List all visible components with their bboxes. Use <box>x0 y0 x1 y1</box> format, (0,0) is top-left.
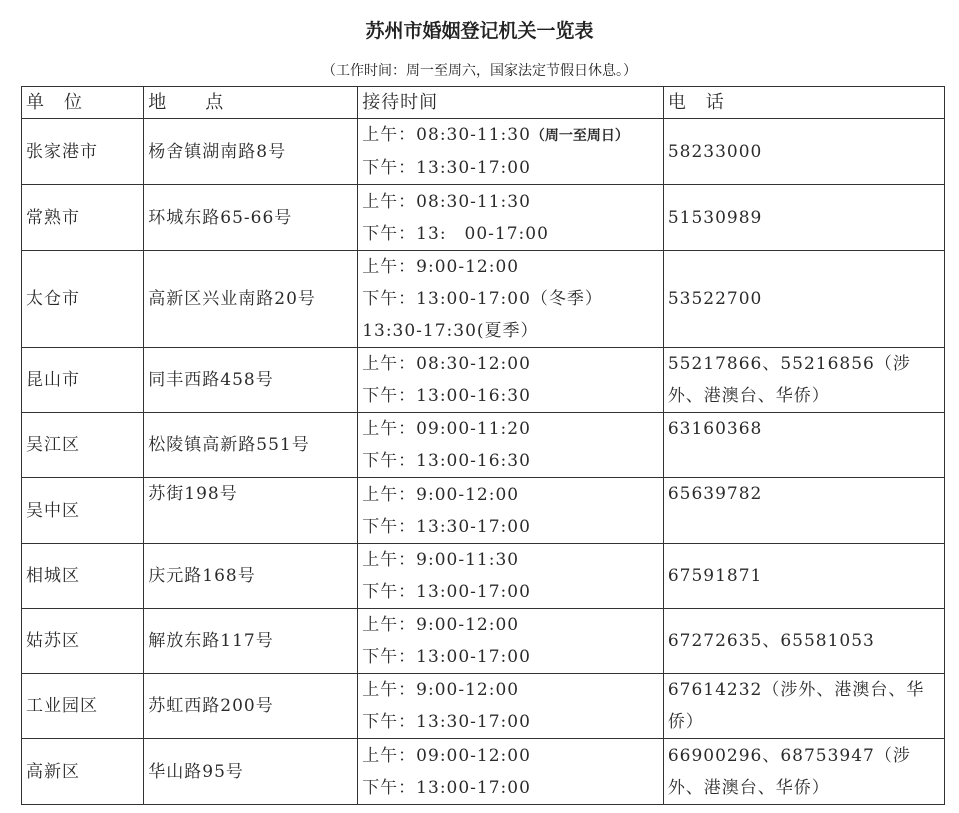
unit-cell: 张家港市 <box>22 119 144 185</box>
page-title: 苏州市婚姻登记机关一览表 <box>365 20 594 42</box>
page-subtitle: （工作时间：周一至周六，国家法定节假日休息。） <box>322 63 637 79</box>
phone-cell: 65639782 <box>663 478 944 544</box>
hours-line: 上午：9:00-11:30 <box>362 550 520 570</box>
address-cell: 环城东路65-66号 <box>144 185 358 251</box>
table-row <box>22 544 945 609</box>
hours-line: 下午：13:00-16:30 <box>362 386 531 406</box>
hours-line: 下午：13:30-17:00 <box>362 712 531 732</box>
table-row <box>22 609 945 674</box>
hours-cell <box>358 674 664 739</box>
unit-cell: 吴江区 <box>22 413 144 478</box>
unit-cell: 工业园区 <box>22 674 144 739</box>
unit-cell: 常熟市 <box>22 185 144 251</box>
table-row <box>22 674 945 739</box>
hours-line: 上午：9:00-12:00 <box>362 257 520 277</box>
hours-cell <box>358 119 664 185</box>
header-unit: 单 位 <box>22 87 144 119</box>
hours-line: 上午：08:30-12:00 <box>362 354 531 374</box>
phone-cell: 58233000 <box>663 119 944 185</box>
address-cell: 同丰西路458号 <box>144 348 358 413</box>
hours-cell <box>358 739 664 805</box>
registry-table <box>21 86 945 805</box>
phone-cell: 55217866、55216856（涉外、港澳台、华侨） <box>663 348 944 413</box>
address-cell: 苏街198号 <box>144 478 358 544</box>
table-row <box>22 739 945 805</box>
address-cell: 解放东路117号 <box>144 609 358 674</box>
header-address: 地 点 <box>144 87 358 119</box>
address-cell: 杨舍镇湖南路8号 <box>144 119 358 185</box>
hours-line: 下午：13:00-16:30 <box>362 451 531 471</box>
hours-cell <box>358 478 664 544</box>
phone-cell: 67272635、65581053 <box>663 609 944 674</box>
table-row <box>22 348 945 413</box>
table-row <box>22 478 945 544</box>
hours-cell <box>358 609 664 674</box>
unit-cell: 太仓市 <box>22 251 144 348</box>
hours-cell <box>358 544 664 609</box>
phone-cell: 67614232（涉外、港澳台、华侨） <box>663 674 944 739</box>
unit-cell: 吴中区 <box>22 478 144 544</box>
phone-cell: 67591871 <box>663 544 944 609</box>
hours-cell <box>358 413 664 478</box>
hours-cell <box>358 251 664 348</box>
hours-line: 上午：09:00-12:00 <box>362 745 531 766</box>
hours-line: 下午：13:00-17:00（冬季） <box>362 289 603 309</box>
table-row <box>22 119 945 185</box>
header-phone: 电 话 <box>663 87 944 119</box>
table-row <box>22 413 945 478</box>
phone-cell: 63160368 <box>663 413 944 478</box>
hours-line: 上午：9:00-12:00 <box>362 680 520 700</box>
hours-line: 下午：13:00-17:00 <box>362 647 531 667</box>
hours-note: （周一至周日） <box>530 128 629 144</box>
unit-cell: 高新区 <box>22 739 144 805</box>
hours-line: 下午：13:30-17:00 <box>362 158 531 178</box>
unit-cell: 姑苏区 <box>22 609 144 674</box>
table-row <box>22 185 945 251</box>
header-hours: 接待时间 <box>358 87 664 119</box>
hours-line: 上午：9:00-12:00 <box>362 484 520 505</box>
hours-line: 下午：13:00-17:00 <box>362 582 531 602</box>
phone-cell: 53522700 <box>663 251 944 348</box>
hours-line: 13:30-17:30(夏季） <box>362 321 539 341</box>
address-cell: 华山路95号 <box>144 739 358 805</box>
phone-cell: 66900296、68753947（涉外、港澳台、华侨） <box>663 739 944 805</box>
hours-line <box>362 119 663 152</box>
address-cell: 庆元路168号 <box>144 544 358 609</box>
unit-cell: 相城区 <box>22 544 144 609</box>
hours-line: 下午：13:00-17:00 <box>362 777 531 798</box>
hours-line: 上午：9:00-12:00 <box>362 615 520 635</box>
hours-cell <box>358 185 664 251</box>
unit-cell: 昆山市 <box>22 348 144 413</box>
hours-line: 下午：13:30-17:00 <box>362 516 531 537</box>
phone-cell: 51530989 <box>663 185 944 251</box>
hours-line: 下午：13: 00-17:00 <box>362 223 549 244</box>
hours-cell <box>358 348 664 413</box>
hours-text: 上午：08:30-11:30 <box>362 125 531 145</box>
hours-line: 上午：08:30-11:30 <box>362 191 531 212</box>
address-cell: 松陵镇高新路551号 <box>144 413 358 478</box>
hours-line: 上午：09:00-11:20 <box>362 419 531 439</box>
address-cell: 高新区兴业南路20号 <box>144 251 358 348</box>
address-cell: 苏虹西路200号 <box>144 674 358 739</box>
table-header-row <box>22 87 945 119</box>
table-row <box>22 251 945 348</box>
